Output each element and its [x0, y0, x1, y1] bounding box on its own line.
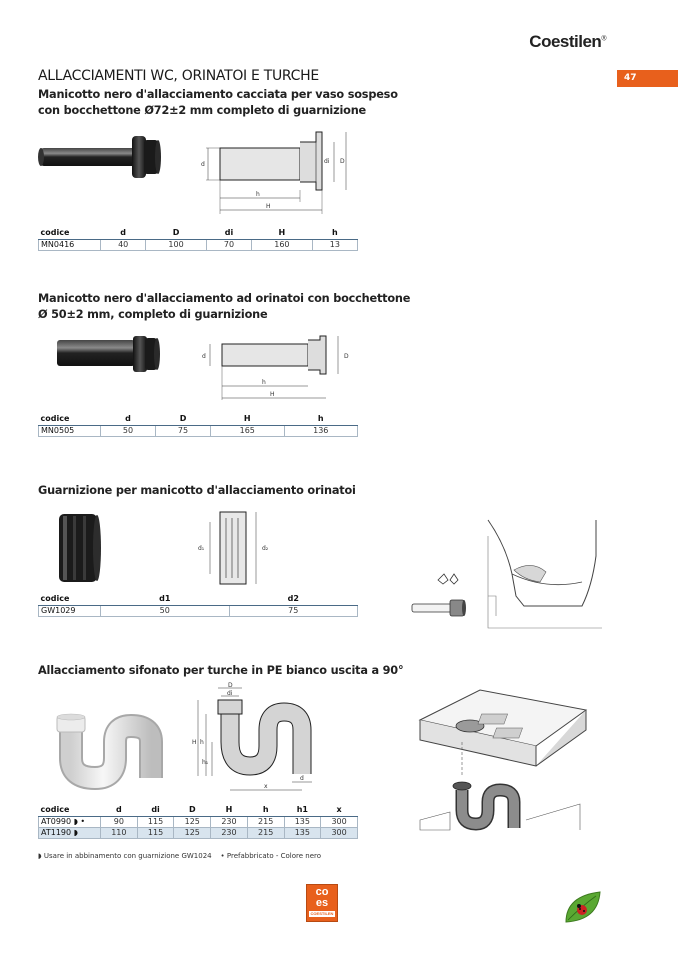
col-header: h	[312, 228, 357, 239]
table-row: AT1190 ◗ 110 115 125 230 215 135 300	[39, 827, 358, 838]
footnote: ◗ Usare in abbinamento con guarnizione GW1024 • Prefabbricato - Colore nero	[38, 852, 322, 860]
coestilen-badge-logo: co es COESTILEN	[306, 884, 338, 922]
dim-label-H: H	[192, 739, 197, 746]
col-header: d	[101, 414, 156, 425]
section-3-spec-table	[38, 594, 358, 617]
black-wc-connector-photo	[38, 128, 168, 188]
leaf-ladybug-icon	[562, 888, 604, 928]
dim-label-x: x	[264, 783, 268, 790]
section-3-technical-drawing	[196, 508, 286, 590]
dim-label-d2: d₂	[262, 545, 269, 552]
dim-label-h1: h₁	[202, 759, 209, 766]
section-2-title: Manicotto nero d'allacciamento ad orinatoi con bocchettone Ø 50±2 mm, completo di guarnizione	[38, 292, 411, 321]
section-3-title: Guarnizione per manicotto d'allacciamento orinatoi	[38, 484, 356, 497]
col-header: d2	[229, 594, 358, 605]
section-4-spec-table	[38, 805, 358, 839]
col-header: D	[146, 228, 207, 239]
col-header: codice	[39, 594, 101, 605]
dim-label-D: D	[340, 158, 345, 165]
col-header: H	[211, 414, 284, 425]
col-header: H	[211, 805, 248, 816]
col-header: d	[101, 228, 146, 239]
col-header: d1	[101, 594, 230, 605]
col-header: h	[284, 414, 358, 425]
dim-label-d: d	[202, 353, 206, 360]
brand-logo: Coestilen®	[529, 32, 606, 51]
table-row: MN0505 50 75 165 136	[39, 425, 358, 436]
dim-label-H: H	[266, 203, 271, 210]
squat-toilet-installation-sketch	[410, 680, 594, 840]
dim-label-di: di	[324, 158, 330, 165]
col-header: di	[137, 805, 174, 816]
section-1-spec-table	[38, 228, 358, 251]
section-1-title: Manicotto nero d'allacciamento cacciata per vaso sospeso con bocchettone Ø72±2 mm completo di guarnizione	[38, 88, 398, 117]
gasket-photo	[55, 510, 103, 586]
dim-label-d: d	[300, 775, 304, 782]
dim-label-h: h	[200, 739, 204, 746]
col-header: codice	[39, 805, 101, 816]
page-title: ALLACCIAMENTI WC, ORINATOI E TURCHE	[38, 68, 319, 84]
table-row: GW1029 50 75	[39, 605, 358, 616]
col-header: codice	[39, 228, 101, 239]
col-header: D	[174, 805, 211, 816]
section-2-technical-drawing	[198, 334, 358, 404]
section-2-spec-table	[38, 414, 358, 437]
col-header: d	[101, 805, 138, 816]
dim-label-h: h	[262, 379, 266, 386]
dim-label-h: h	[256, 191, 260, 198]
dim-label-di: di	[227, 690, 233, 697]
dim-label-D: D	[228, 682, 233, 689]
dim-label-D: D	[344, 353, 349, 360]
col-header: h1	[284, 805, 321, 816]
black-urinal-connector-photo	[55, 332, 165, 378]
col-header: di	[206, 228, 251, 239]
col-header: H	[252, 228, 313, 239]
dim-label-H: H	[270, 391, 275, 398]
table-row: AT0990 ◗ • 90 115 125 230 215 135 300	[39, 816, 358, 827]
dim-label-d: d	[201, 161, 205, 168]
dim-label-d1: d₁	[198, 545, 205, 552]
col-header: x	[321, 805, 358, 816]
col-header: D	[156, 414, 211, 425]
section-1-technical-drawing	[198, 128, 358, 216]
white-siphon-photo	[55, 712, 165, 782]
page-number-tab: 47	[617, 70, 678, 87]
section-4-title: Allacciamento sifonato per turche in PE bianco uscita a 90°	[38, 664, 404, 677]
section-4-technical-drawing	[184, 682, 324, 800]
col-header: codice	[39, 414, 101, 425]
urinal-installation-sketch	[406, 516, 604, 630]
col-header: h	[247, 805, 284, 816]
table-row: MN0416 40 100 70 160 13	[39, 239, 358, 250]
